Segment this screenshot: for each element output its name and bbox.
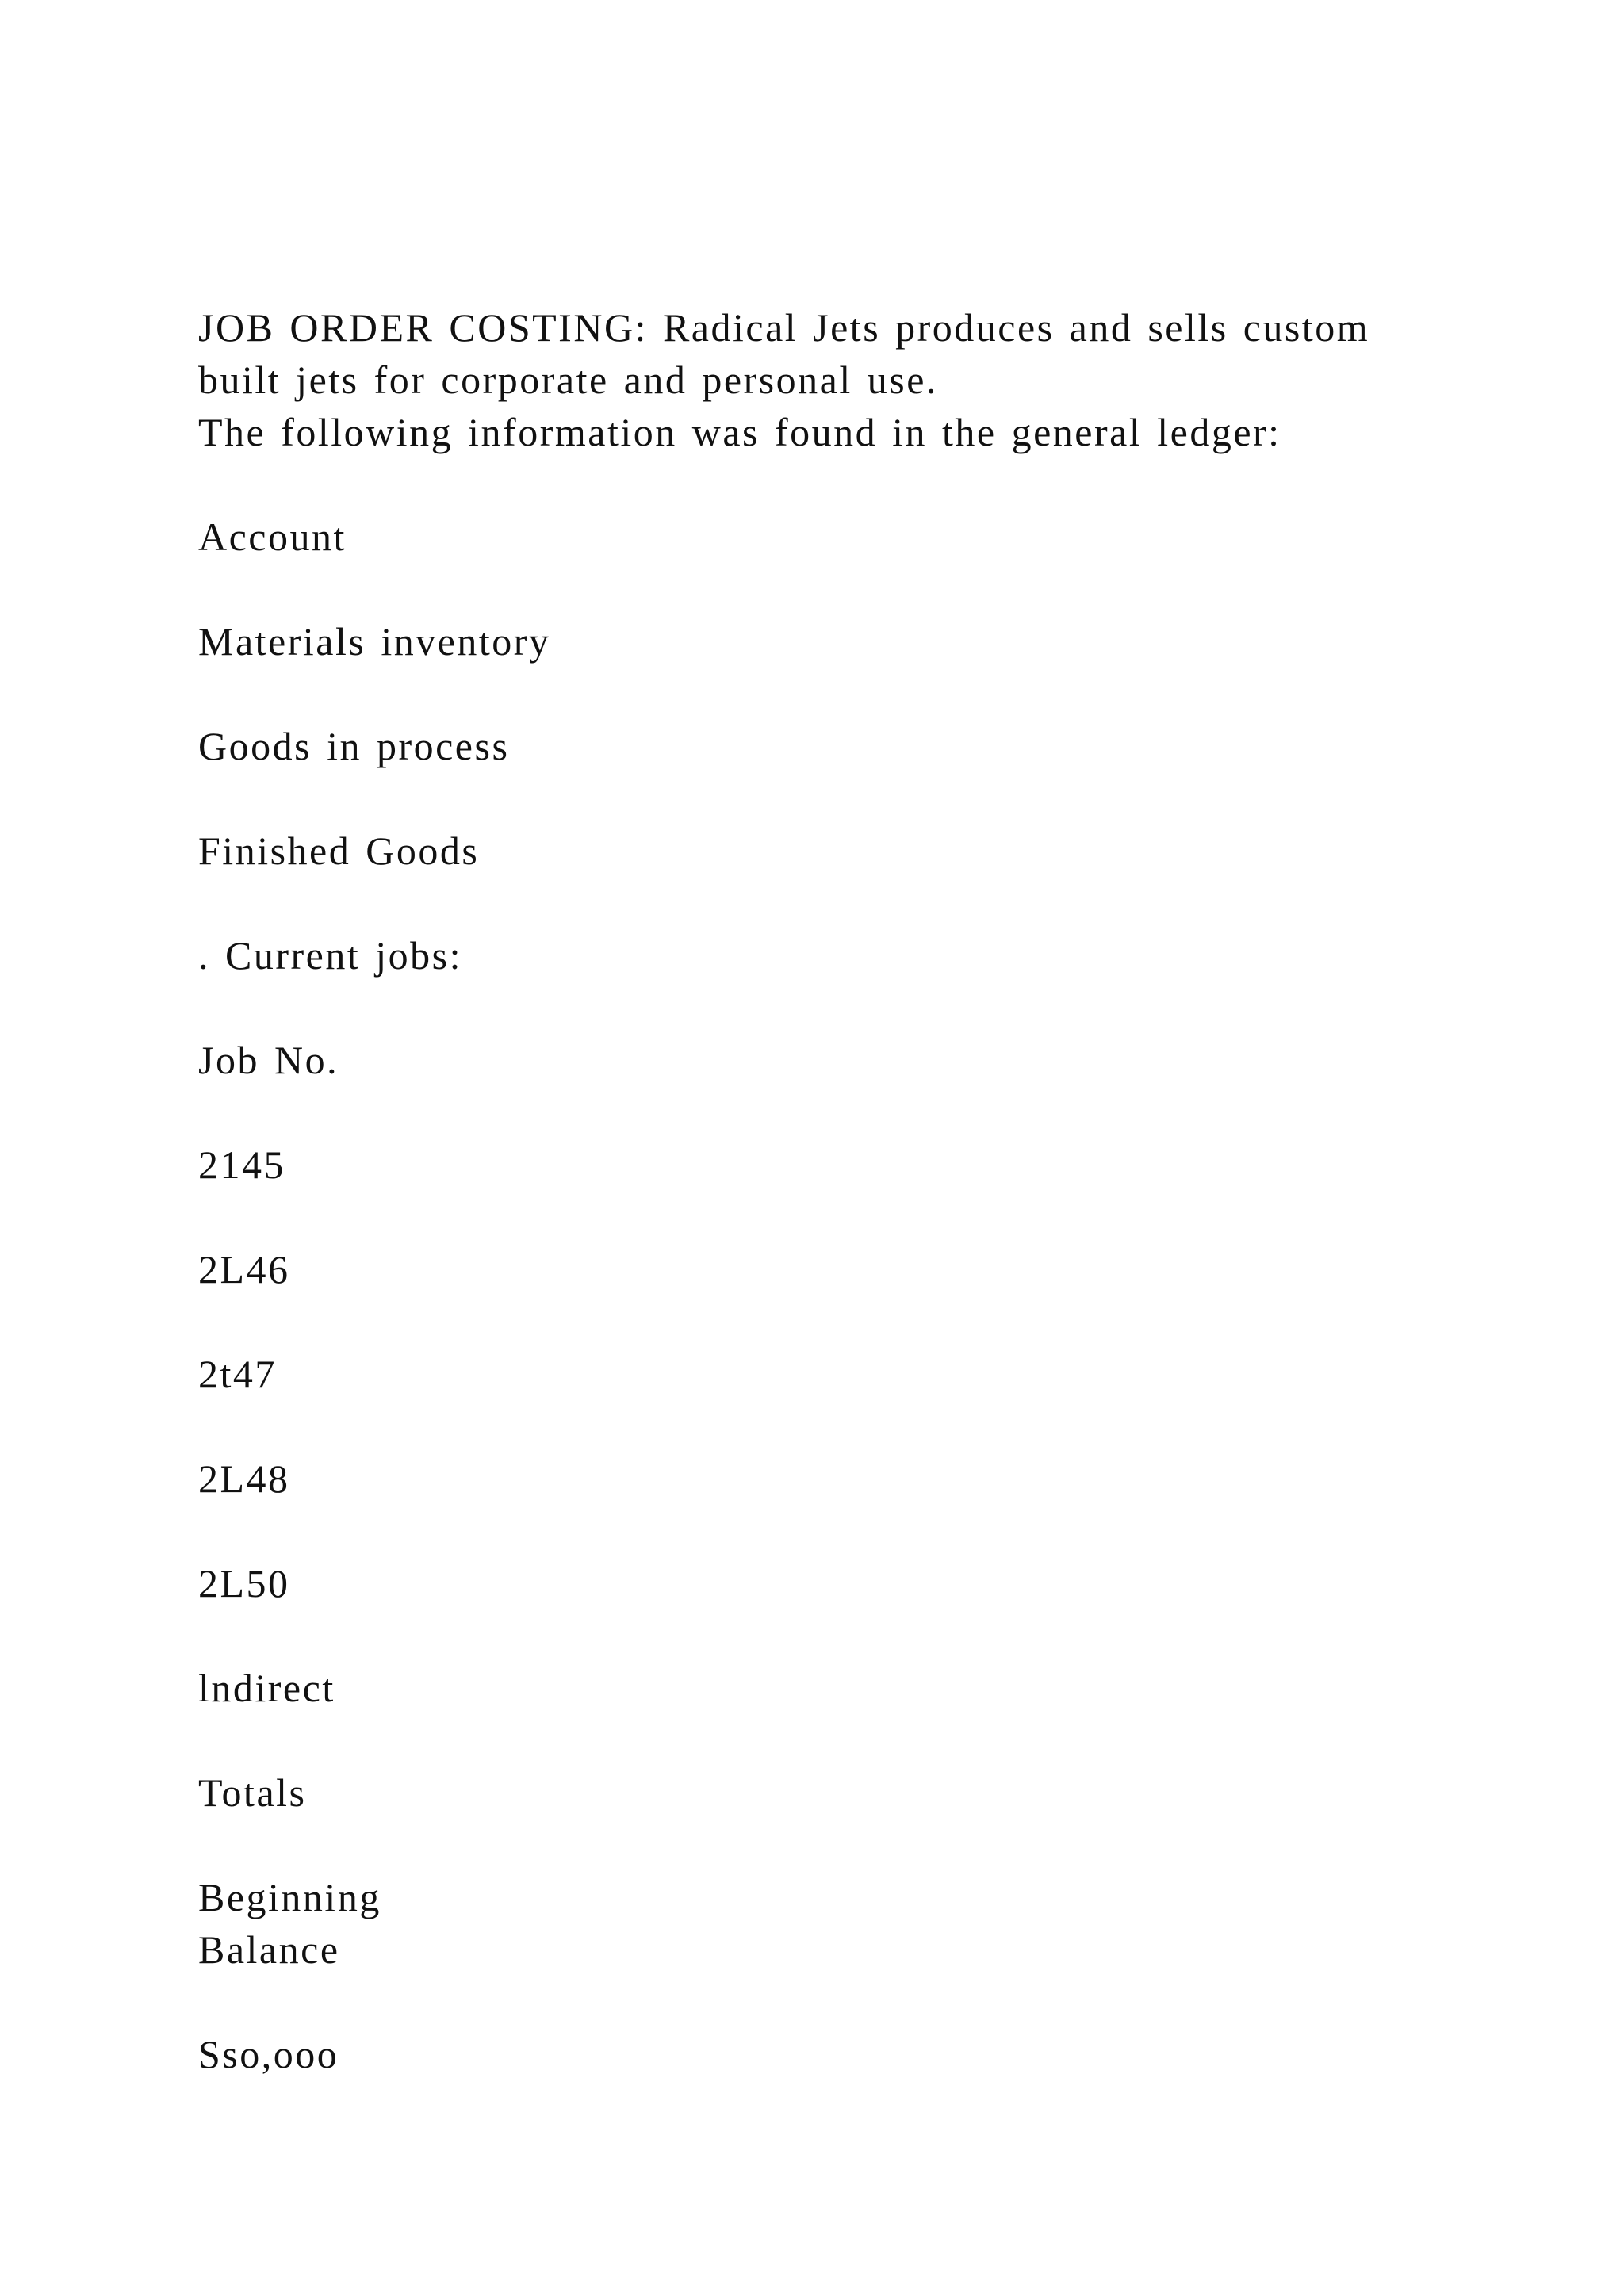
beginning-balance-line-2: Balance: [198, 1927, 340, 1972]
totals-label: Totals: [198, 1770, 307, 1815]
intro-line-1: JOB ORDER COSTING: Radical Jets produces and sells custom: [198, 305, 1370, 350]
job-item-2l46: 2L46: [198, 1247, 290, 1292]
job-no-heading: Job No.: [198, 1038, 339, 1082]
account-goods-in-process: Goods in process: [198, 724, 510, 768]
document-body: [198, 301, 1546, 2080]
job-item-2t47: 2t47: [198, 1352, 277, 1396]
balance-value: Sso,ooo: [198, 2032, 339, 2076]
intro-line-2: built jets for corporate and personal use.: [198, 358, 938, 402]
intro-paragraph: [198, 301, 1546, 458]
job-item-2l50: 2L50: [198, 1561, 290, 1605]
beginning-balance-heading: [198, 1871, 1546, 1976]
job-item-2l48: 2L48: [198, 1456, 290, 1501]
account-finished-goods: Finished Goods: [198, 828, 480, 873]
intro-line-3: The following information was found in the general ledger:: [198, 410, 1281, 454]
account-heading: Account: [198, 515, 347, 559]
current-jobs-label: . Current jobs:: [198, 933, 462, 978]
beginning-balance-line-1: Beginning: [198, 1875, 381, 1919]
account-materials-inventory: Materials inventory: [198, 619, 551, 664]
indirect-label: lndirect: [198, 1666, 335, 1710]
job-item-2145: 2145: [198, 1142, 285, 1187]
